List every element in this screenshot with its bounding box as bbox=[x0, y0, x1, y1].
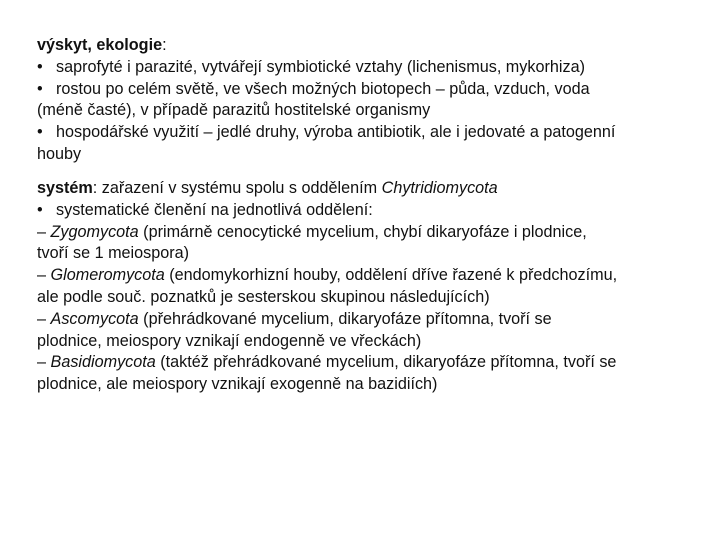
taxon-chytridiomycota: Chytridiomycota bbox=[381, 179, 498, 197]
glomeromycota-desc-cont: ale podle souč. poznatků je sesterskou skupinou následujících) bbox=[37, 287, 490, 306]
taxon-ascomycota: Ascomycota bbox=[50, 309, 139, 328]
dash: – bbox=[37, 266, 51, 285]
ecology-text-2-cont: (méně časté), v případě parazitů hostitelské organismy bbox=[37, 101, 431, 120]
bullet-marker: • bbox=[37, 79, 43, 98]
basidiomycota-line bbox=[37, 352, 697, 374]
ecology-bullet-1 bbox=[37, 57, 697, 79]
ecology-text-3-cont: houby bbox=[37, 144, 82, 163]
ecology-heading: výskyt, ekologie bbox=[37, 36, 163, 54]
ecology-bullet-2 bbox=[37, 79, 697, 101]
zygomycota-line bbox=[37, 222, 697, 244]
glomeromycota-desc: (endomykorhizní houby, oddělení dříve řazené k předchozímu, bbox=[164, 266, 618, 285]
zygomycota-desc: (primárně cenocytické mycelium, chybí dikaryofáze i plodnice, bbox=[138, 222, 587, 241]
system-bullet bbox=[37, 200, 697, 222]
dash: – bbox=[37, 353, 51, 372]
glomeromycota-line bbox=[37, 265, 697, 287]
bullet-marker: • bbox=[37, 57, 43, 76]
ecology-heading-colon: : bbox=[162, 36, 167, 54]
taxon-zygomycota: Zygomycota bbox=[50, 222, 139, 241]
ascomycota-desc: (přehrádkované mycelium, dikaryofáze přítomna, tvoří se bbox=[138, 309, 552, 328]
dash: – bbox=[37, 222, 51, 241]
basidiomycota-desc-cont: plodnice, ale meiospory vznikají exogenně na bazidiích) bbox=[37, 375, 438, 394]
system-heading-line bbox=[37, 178, 697, 200]
basidiomycota-desc: (taktéž přehrádkované mycelium, dikaryofáze přítomna, tvoří se bbox=[155, 353, 617, 372]
system-heading: systém bbox=[37, 179, 93, 197]
system-section bbox=[37, 178, 697, 396]
ecology-bullet-3 bbox=[37, 122, 697, 144]
bullet-marker: • bbox=[37, 200, 43, 219]
bullet-marker: • bbox=[37, 123, 43, 142]
ecology-text-2: rostou po celém světě, ve všech možných biotopech – půda, vzduch, voda bbox=[56, 79, 590, 98]
system-bullet-text: systematické členění na jednotlivá oddělení: bbox=[56, 200, 373, 219]
system-heading-rest: : zařazení v systému spolu s oddělením bbox=[92, 179, 382, 197]
ecology-heading-line bbox=[37, 35, 697, 57]
ecology-text-1: saprofyté i parazité, vytvářejí symbiotické vztahy (lichenismus, mykorhiza) bbox=[56, 57, 585, 76]
ascomycota-desc-cont: plodnice, meiospory vznikají endogenně ve vřeckách) bbox=[37, 331, 422, 350]
zygomycota-desc-cont: tvoří se 1 meiospora) bbox=[37, 244, 190, 263]
ecology-section bbox=[37, 35, 697, 166]
taxon-glomeromycota: Glomeromycota bbox=[50, 266, 165, 285]
ascomycota-line bbox=[37, 309, 697, 331]
taxon-basidiomycota: Basidiomycota bbox=[50, 353, 156, 372]
dash: – bbox=[37, 309, 51, 328]
ecology-text-3: hospodářské využití – jedlé druhy, výroba antibiotik, ale i jedovaté a patogenní bbox=[56, 123, 616, 142]
